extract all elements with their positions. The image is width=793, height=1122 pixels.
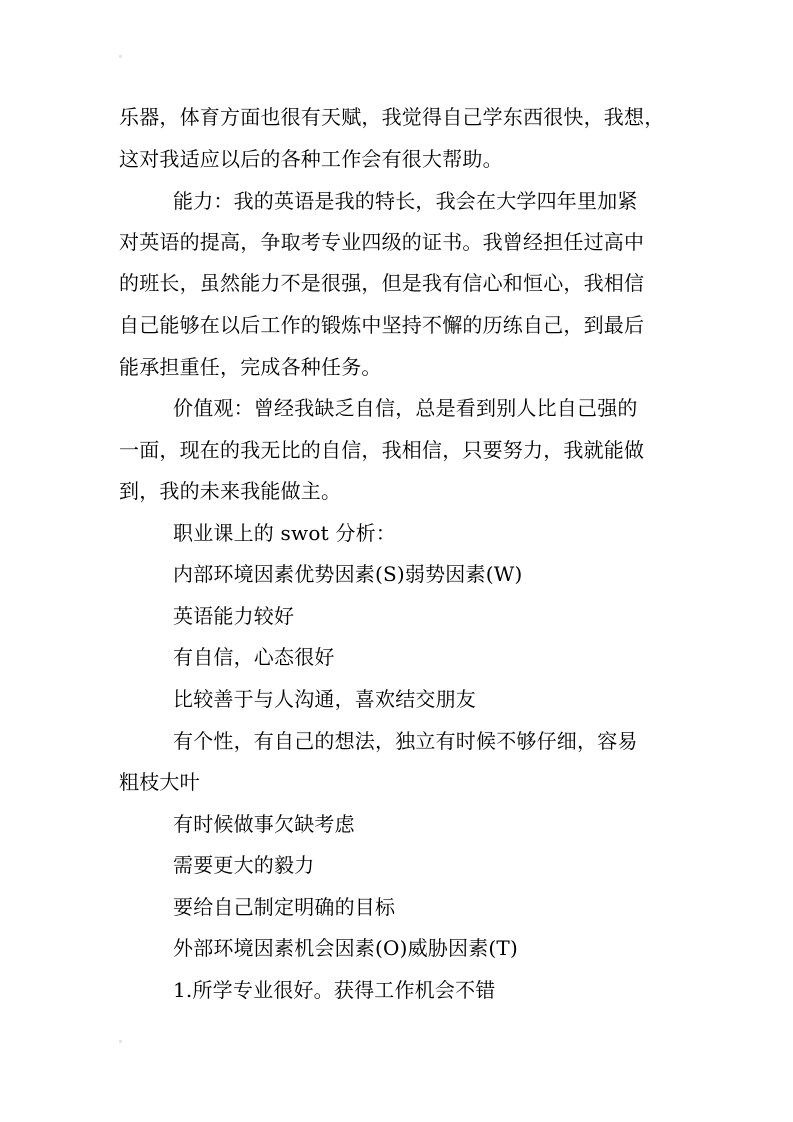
text-line [0, 435, 793, 465]
text-line [0, 352, 793, 382]
text-line [0, 850, 793, 880]
text-line [0, 892, 793, 922]
bottom-left-corner-mark [119, 1040, 122, 1043]
line-text: 一面，现在的我无比的自信，我相信，只要努力，我就能做 [119, 438, 645, 462]
line-text: 有时候做事欠缺考虑 [173, 812, 355, 836]
line-text: 乐器，体育方面也很有天赋，我觉得自己学东西很快，我想， [119, 105, 665, 129]
line-text: 对英语的提高，争取考专业四级的证书。我曾经担任过高中 [119, 230, 645, 254]
line-text: 需要更大的毅力 [173, 853, 315, 877]
text-line [0, 518, 793, 548]
top-left-corner-mark [119, 55, 122, 58]
text-line [0, 726, 793, 756]
text-line [0, 767, 793, 797]
text-line [0, 975, 793, 1005]
line-text: 的班长，虽然能力不是很强，但是我有信心和恒心，我相信 [119, 271, 645, 295]
line-text: 1.所学专业很好。获得工作机会不错 [173, 978, 496, 1002]
text-line [0, 102, 793, 132]
line-text: 英语能力较好 [173, 604, 295, 628]
text-line [0, 393, 793, 423]
text-line [0, 642, 793, 672]
line-text: 有个性，有自己的想法，独立有时候不够仔细，容易 [173, 729, 638, 753]
text-line [0, 310, 793, 340]
line-text: 要给自己制定明确的目标 [173, 895, 396, 919]
line-text: 价值观：曾经我缺乏自信，总是看到别人比自己强的 [173, 396, 638, 420]
text-line [0, 186, 793, 216]
line-text: 有自信，心态很好 [173, 645, 335, 669]
text-line [0, 476, 793, 506]
text-line [0, 809, 793, 839]
text-line [0, 684, 793, 714]
text-line [0, 933, 793, 963]
text-line [0, 559, 793, 589]
text-line [0, 144, 793, 174]
line-text: 外部环境因素机会因素(O)威胁因素(T) [173, 936, 518, 960]
text-line [0, 268, 793, 298]
text-line [0, 601, 793, 631]
line-text: 能力：我的英语是我的特长，我会在大学四年里加紧 [173, 189, 638, 213]
line-text: 比较善于与人沟通，喜欢结交朋友 [173, 687, 476, 711]
line-text: 这对我适应以后的各种工作会有很大帮助。 [119, 147, 503, 171]
line-text: 到，我的未来我能做主。 [119, 479, 342, 503]
text-line [0, 227, 793, 257]
line-text: 内部环境因素优势因素(S)弱势因素(W) [173, 562, 523, 586]
line-text: 能承担重任，完成各种任务。 [119, 355, 382, 379]
line-text: 职业课上的 swot 分析： [173, 521, 396, 545]
line-text: 自己能够在以后工作的锻炼中坚持不懈的历练自己，到最后 [119, 313, 645, 337]
line-text: 粗枝大叶 [119, 770, 200, 794]
